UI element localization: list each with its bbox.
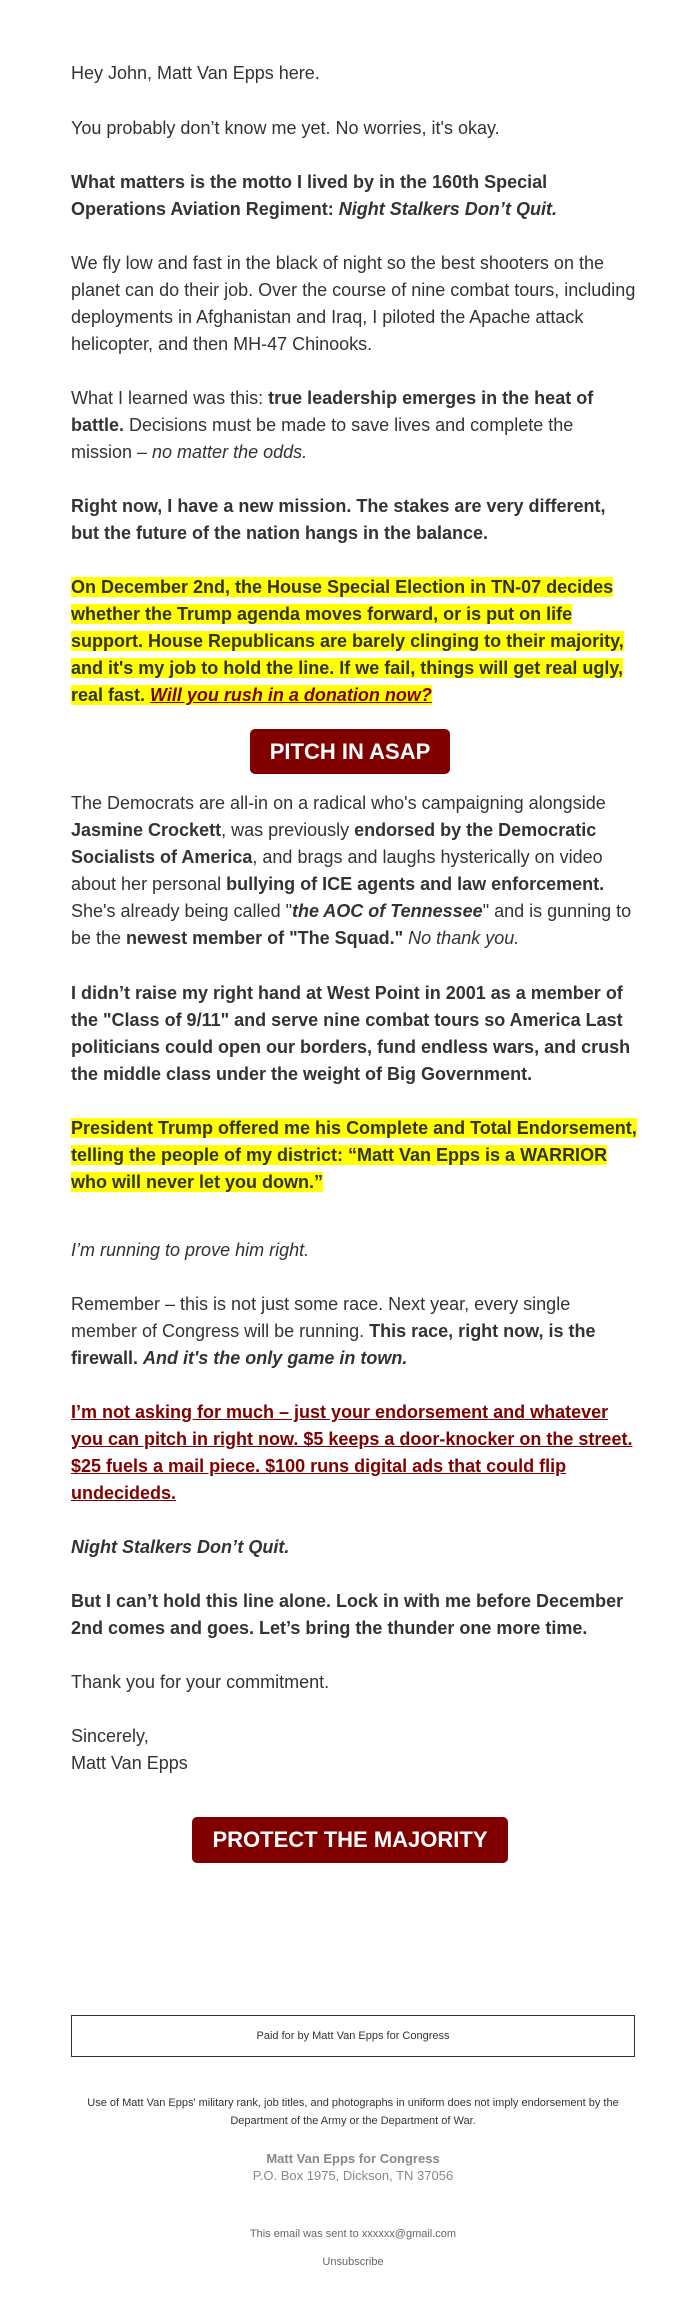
firewall-bold-italic: And it's the only game in town.: [143, 1348, 408, 1368]
paragraph-ask: [71, 1399, 637, 1507]
signature-name: Matt Van Epps: [71, 1753, 188, 1773]
intro-text: You probably don’t know me yet. No worries, it's okay.: [71, 118, 500, 138]
firewall-lead: Remember – this is not just some race. Next year, every single member of Congress will be running.: [71, 1294, 571, 1341]
paid-for-box: [71, 2015, 635, 2057]
thanks-text: Thank you for your commitment.: [71, 1672, 330, 1692]
donation-link[interactable]: Will you rush in a donation now?: [150, 685, 432, 705]
election-highlight-text: [71, 577, 624, 705]
opponent-t1: The Democrats are all-in on a radical who's campaigning alongside: [71, 793, 606, 813]
greeting: [71, 60, 637, 87]
motto-repeat-text: Night Stalkers Don’t Quit.: [71, 1537, 290, 1557]
opponent-b4: newest member of "The Squad.": [126, 928, 404, 948]
org-address-block: [71, 2150, 635, 2184]
opponent-i1: No thank you.: [403, 928, 520, 948]
motto-lead: What matters is the motto I lived by in the 160th Special Operations Aviation Regiment:: [71, 172, 548, 219]
lock-in-text: But I can’t hold this line alone. Lock in with me before December 2nd comes and goes. Let’s bring the thunder one more time.: [71, 1591, 624, 1638]
unsubscribe-link[interactable]: Unsubscribe: [322, 2256, 384, 2268]
endorsement-text: President Trump offered me his Complete and Total Endorsement, telling the people of my district: “Matt Van Epps is a WARRIOR who will never let you down.”: [71, 1118, 637, 1192]
paragraph-intro: [71, 115, 637, 142]
donation-ask-link[interactable]: I’m not asking for much – just your endorsement and whatever you can pitch in right now. $5 keeps a door-knocker on the street. $25 fuels a mail piece. $100 runs digital ads that could flip undecideds.: [71, 1402, 633, 1503]
paragraph-firewall: [71, 1291, 637, 1372]
paragraph-election-highlight: [71, 574, 637, 709]
paragraph-west-point: [71, 980, 637, 1088]
paragraph-motto-repeat: [71, 1534, 637, 1561]
paragraph-opponent: [71, 790, 637, 952]
paid-for-text: Paid for by Matt Van Epps for Congress: [256, 2030, 450, 2042]
firewall-bold: This race, right now, is the firewall.: [71, 1321, 596, 1368]
leadership-mid: Decisions must be made to save lives and complete the mission –: [71, 415, 574, 462]
opponent-t4: She's already being called ": [71, 901, 292, 921]
new-mission-text: Right now, I have a new mission. The stakes are very different, but the future of the nation hangs in the balance.: [71, 496, 606, 543]
unsubscribe-row: [71, 2256, 635, 2268]
paragraph-service: [71, 250, 637, 358]
paragraph-leadership: [71, 385, 637, 466]
pitch-in-asap-button[interactable]: PITCH IN ASAP: [250, 729, 450, 774]
paragraph-lock-in: [71, 1588, 637, 1642]
opponent-bi1: the AOC of Tennessee: [291, 901, 483, 921]
paragraph-prove-right: [71, 1237, 637, 1264]
military-disclaimer: Use of Matt Van Epps' military rank, job titles, and photographs in uniform does not imply endorsement by the Department of the Army or the Department of War.: [87, 2097, 619, 2127]
sent-to-notice: This email was sent to xxxxxx@gmail.com: [249, 2228, 457, 2240]
paragraph-endorsement-highlight: [71, 1115, 637, 1196]
election-text: On December 2nd, the House Special Election in TN-07 decides whether the Trump agenda moves forward, or is put on life support. House Republicans are barely clinging to their majority, and it's my job to hold the line. If we fail, things will get real ugly, real fast.: [71, 577, 624, 705]
prove-right-text: I’m running to prove him right.: [71, 1240, 310, 1260]
org-address: P.O. Box 1975, Dickson, TN 37056: [252, 2168, 454, 2183]
leadership-bold: true leadership emerges in the heat of battle.: [71, 388, 594, 435]
opponent-t5: " and is gunning to be the: [71, 901, 632, 948]
opponent-b1: Jasmine Crockett: [71, 820, 222, 840]
signature-block: [71, 1723, 637, 1777]
opponent-t2: , was previously: [221, 820, 355, 840]
leadership-lead: What I learned was this:: [71, 388, 269, 408]
motto-quote: Night Stalkers Don’t Quit.: [338, 199, 558, 219]
opponent-t3: , and brags and laughs hysterically on video about her personal: [71, 847, 603, 894]
paragraph-motto: [71, 169, 637, 223]
protect-the-majority-button[interactable]: PROTECT THE MAJORITY: [192, 1817, 508, 1863]
greeting-text: Hey John, Matt Van Epps here.: [71, 63, 320, 83]
signoff: Sincerely,: [71, 1726, 149, 1746]
west-point-text: I didn’t raise my right hand at West Point in 2001 as a member of the "Class of 9/11" and serve nine combat tours so America Last politicians could open our borders, fund endless wars, and crush the middle class under the weight of Big Government.: [71, 983, 631, 1084]
paragraph-new-mission: [71, 493, 637, 547]
org-name: Matt Van Epps for Congress: [266, 2151, 440, 2166]
leadership-italic: no matter the odds.: [152, 442, 308, 462]
service-text: We fly low and fast in the black of night so the best shooters on the planet can do their job. Over the course of nine combat tours, including deployments in Afghanistan and Iraq, I piloted the Apache attack helicopter, and then MH-47 Chinooks.: [71, 253, 636, 354]
paragraph-thanks: [71, 1669, 637, 1696]
opponent-b3: bullying of ICE agents and law enforcement.: [226, 874, 605, 894]
opponent-b2: endorsed by the Democratic Socialists of America: [71, 820, 597, 867]
